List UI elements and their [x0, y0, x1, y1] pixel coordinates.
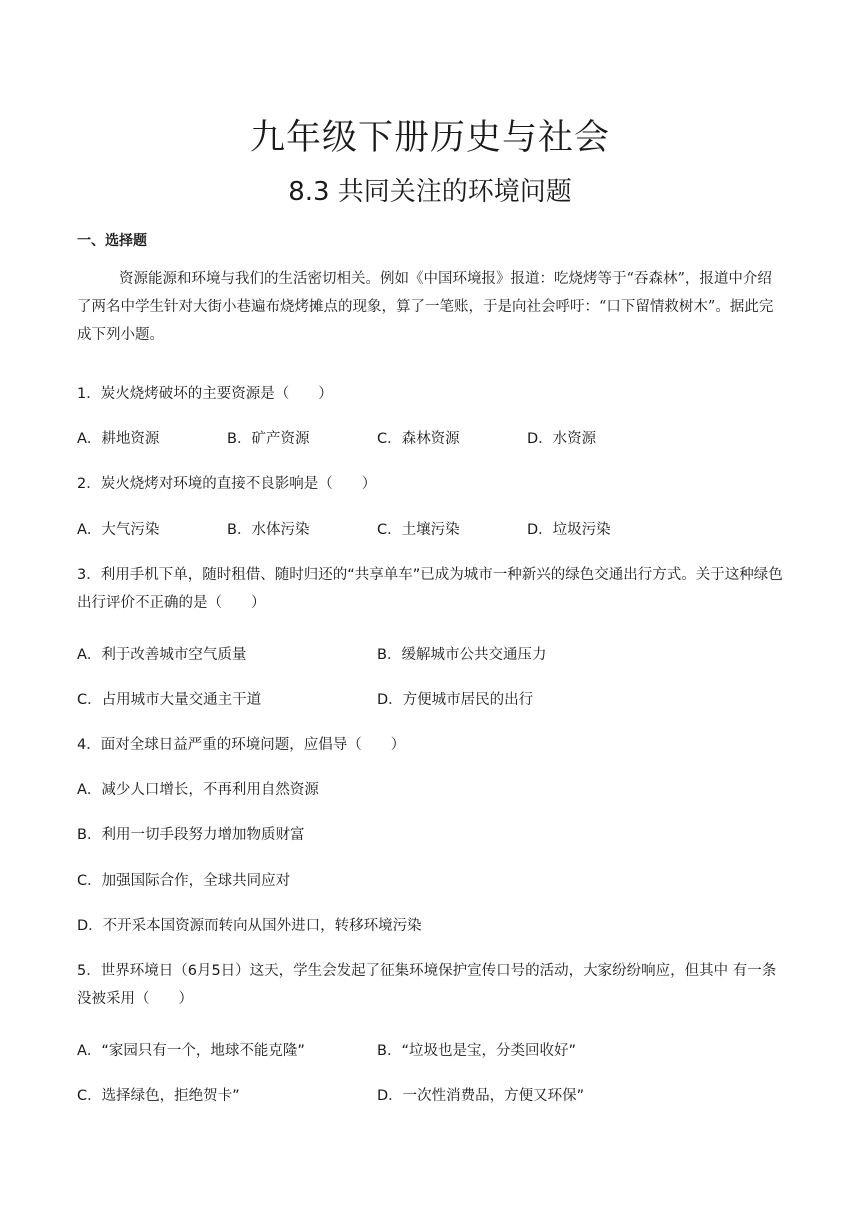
question-5-option-b: B．“垃圾也是宝，分类回收好”	[377, 1043, 576, 1059]
section-heading: 一、选择题	[77, 233, 147, 249]
question-1-option-d: D．水资源	[527, 431, 597, 447]
question-4-option-a: A．减少人口增长，不再利用自然资源	[77, 782, 319, 798]
question-3-stem: 3．利用手机下单，随时租借、随时归还的“共享单车”已成为城市一种新兴的绿色交通出行方式。关于这种绿色出行评价不正确的是（ ）	[77, 567, 783, 611]
question-2-option-c: C．土壤污染	[377, 522, 460, 538]
question-2-stem: 2．炭火烧烤对环境的直接不良影响是（ ）	[77, 476, 377, 492]
question-3-option-b: B．缓解城市公共交通压力	[377, 647, 547, 663]
question-3-option-d: D．方便城市居民的出行	[377, 692, 534, 708]
page-title: 九年级下册历史与社会	[249, 118, 610, 158]
question-4-stem: 4．面对全球日益严重的环境问题，应倡导（ ）	[77, 737, 406, 753]
question-1-option-c: C．森林资源	[377, 431, 460, 447]
question-2-option-b: B．水体污染	[227, 522, 310, 538]
intro-paragraph: 资源能源和环境与我们的生活密切相关。例如《中国环境报》报道：吃烧烤等于“吞森林”，报道中介绍了两名中学生针对大街小巷遍布烧烤摊点的现象，算了一笔账，于是向社会呼吁：“口下留情救树木”。据此完成下列小题。	[77, 271, 774, 343]
question-5-option-a: A．“家园只有一个，地球不能克隆”	[77, 1043, 305, 1059]
question-5-stem: 5．世界环境日（6月5日）这天，学生会发起了征集环境保护宣传口号的活动，大家纷纷响应，但其中 有一条没被采用（ ）	[77, 963, 777, 1007]
question-5-option-d: D．一次性消费品，方便又环保”	[377, 1088, 585, 1104]
page-subtitle: 8.3 共同关注的环境问题	[288, 177, 572, 207]
question-2-option-a: A．大气污染	[77, 522, 160, 538]
question-1-option-b: B．矿产资源	[227, 431, 310, 447]
question-4-option-c: C．加强国际合作，全球共同应对	[77, 873, 291, 889]
question-3-option-a: A．利于改善城市空气质量	[77, 647, 247, 663]
question-1-stem: 1．炭火烧烤破坏的主要资源是（ ）	[77, 386, 333, 402]
question-1-option-a: A．耕地资源	[77, 431, 160, 447]
question-4-option-d: D．不开采本国资源而转向从国外进口，转移环境污染	[77, 918, 422, 934]
question-4-option-b: B．利用一切手段努力增加物质财富	[77, 827, 305, 843]
question-3-option-c: C．占用城市大量交通主干道	[77, 692, 262, 708]
question-2-option-d: D．垃圾污染	[527, 522, 611, 538]
question-5-option-c: C．选择绿色，拒绝贺卡”	[77, 1088, 240, 1104]
